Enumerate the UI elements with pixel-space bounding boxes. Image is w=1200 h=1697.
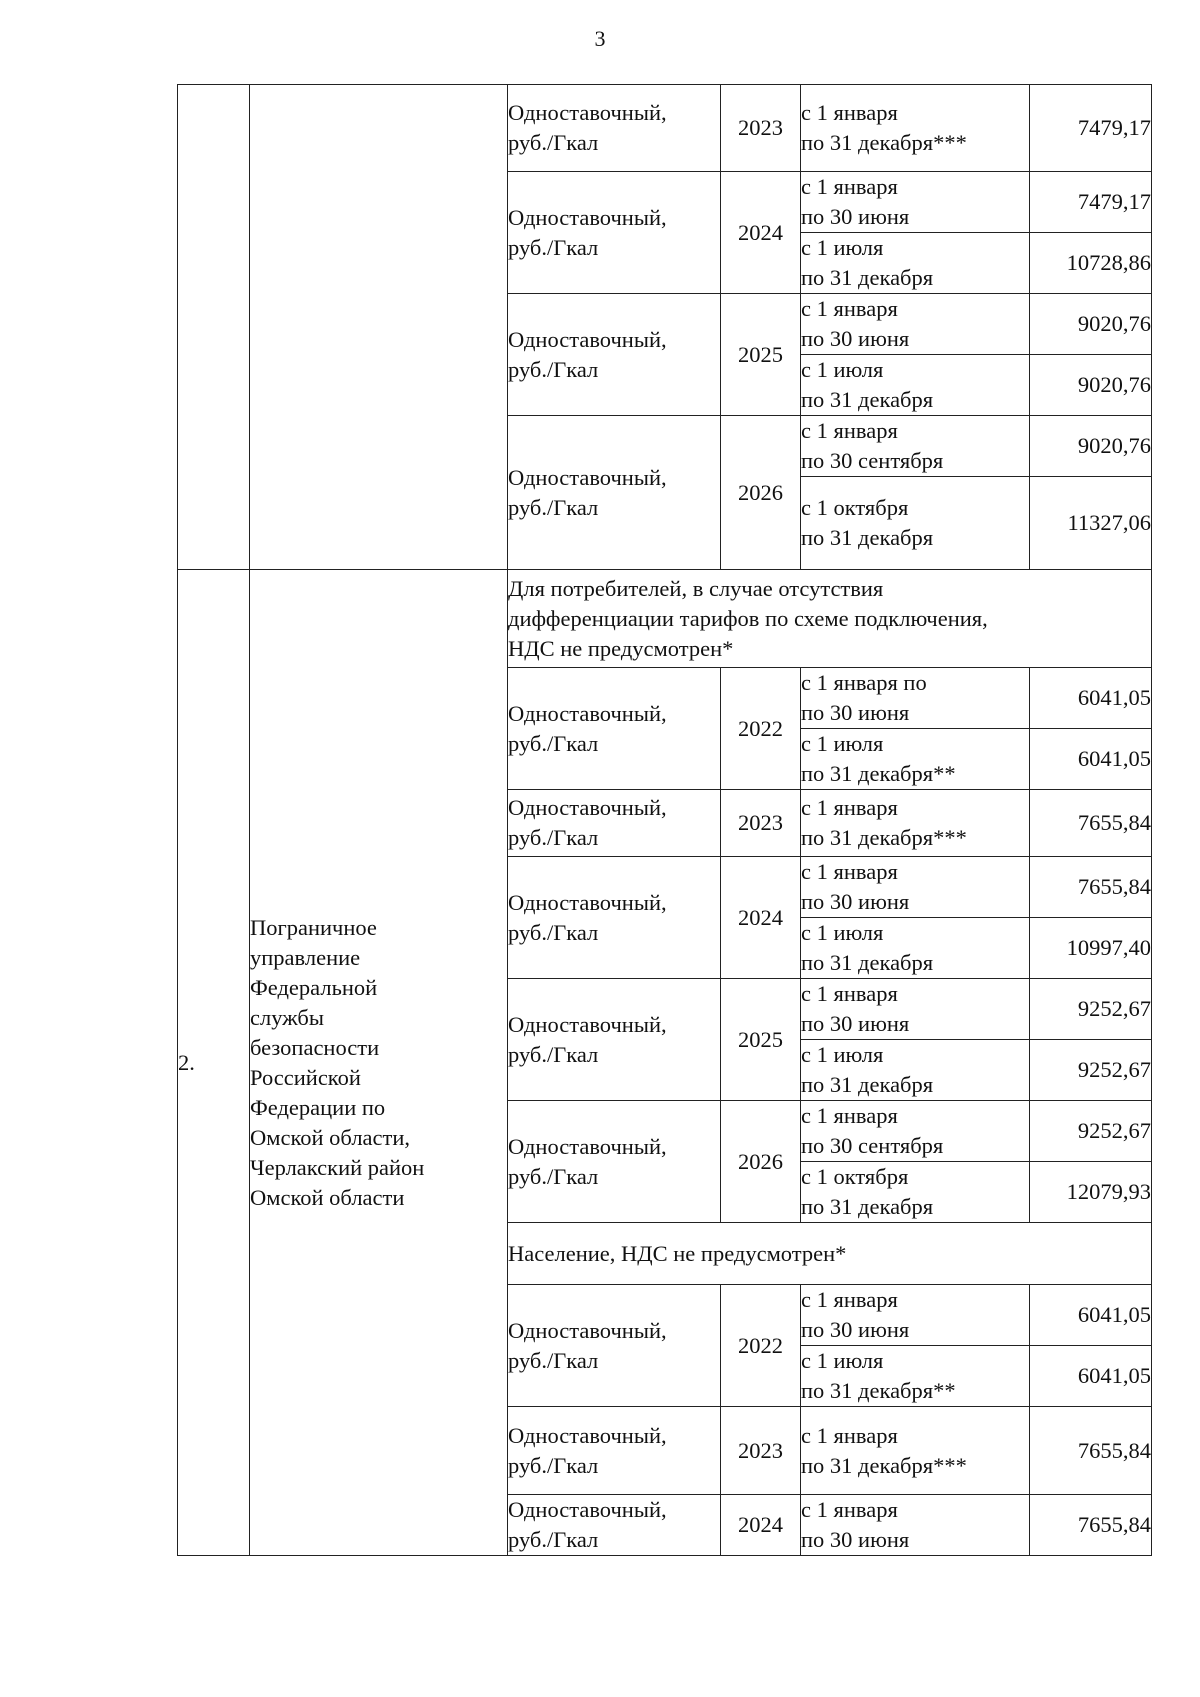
period-cell [801,918,1030,979]
text-line: Российской [250,1064,361,1090]
text-line: руб./Гкал [508,1452,599,1478]
tariff-type-cell [508,979,721,1101]
text-line: Одноставочный, [508,204,667,230]
period-cell [801,729,1030,790]
tariff-value-cell: 9252,67 [1030,1040,1152,1101]
period-cell [801,668,1030,729]
text-line: по 31 декабря [801,265,934,290]
text-line: безопасности [250,1034,380,1060]
text-line: с 1 января [801,174,898,199]
year-cell: 2024 [721,1495,801,1556]
period-cell [801,1285,1030,1346]
period-cell [801,1346,1030,1407]
text-line: по 31 декабря*** [801,825,967,850]
text-line: по 30 июня [801,204,910,229]
text-line: по 31 декабря** [801,1378,956,1403]
tariff-type-cell [508,668,721,790]
text-line: с 1 января [801,1103,898,1128]
year-cell: 2023 [721,790,801,857]
period-cell [801,416,1030,477]
tariff-value-cell: 9020,76 [1030,416,1152,477]
text-line: по 30 июня [801,700,910,725]
year-cell: 2025 [721,294,801,416]
text-line: Одноставочный, [508,1422,667,1448]
text-line: с 1 октября [801,495,909,520]
period-cell [801,857,1030,918]
period-cell [801,790,1030,857]
tariff-value-cell: 7655,84 [1030,1407,1152,1495]
text-line: Одноставочный, [508,326,667,352]
tariff-type-cell [508,1407,721,1495]
tariff-value-cell: 9252,67 [1030,1101,1152,1162]
period-cell [801,1162,1030,1223]
text-line: по 30 сентября [801,1133,944,1158]
text-line: руб./Гкал [508,130,599,155]
text-line: дифференциации тарифов по схеме подключения, [508,605,988,631]
tariff-value-cell: 7479,17 [1030,85,1152,172]
tariff-type-cell [508,857,721,979]
period-cell [801,1101,1030,1162]
tariff-value-cell: 7655,84 [1030,857,1152,918]
text-line: руб./Гкал [508,234,599,260]
section-heading-cell [508,1223,1152,1285]
period-cell [801,1495,1030,1556]
period-cell [801,294,1030,355]
text-line: руб./Гкал [508,730,599,756]
text-line: с 1 января [801,296,898,321]
tariff-type-cell [508,790,721,857]
tariff-type-cell [508,1285,721,1407]
text-line: Одноставочный, [508,464,667,490]
text-line: с 1 июля [801,920,884,945]
year-cell: 2023 [721,1407,801,1495]
text-line: с 1 января [801,1422,898,1448]
text-line: с 1 января [801,859,898,884]
text-line: по 30 июня [801,1011,910,1036]
section-heading-row [178,570,1152,668]
text-line: с 1 января [801,100,898,125]
text-line: по 30 июня [801,1317,910,1342]
text-line: с 1 января [801,418,898,443]
text-line: Федеральной [250,974,378,1000]
text-line: руб./Гкал [508,1041,599,1067]
text-line: с 1 января [801,981,898,1006]
text-line: по 31 декабря [801,1072,934,1097]
table-row [178,85,1152,172]
year-cell: 2025 [721,979,801,1101]
period-cell [801,233,1030,294]
text-line: по 31 декабря*** [801,130,967,155]
tariff-value-cell: 6041,05 [1030,729,1152,790]
year-cell: 2022 [721,668,801,790]
text-line: по 31 декабря [801,950,934,975]
tariff-value-cell: 6041,05 [1030,668,1152,729]
text-line: руб./Гкал [508,1527,599,1552]
tariff-value-cell: 6041,05 [1030,1285,1152,1346]
section-heading-cell [508,570,1152,668]
text-line: Одноставочный, [508,1011,667,1037]
text-line: с 1 января [801,795,898,820]
text-line: руб./Гкал [508,1163,599,1189]
text-line: по 31 декабря [801,525,934,550]
tariff-value-cell: 11327,06 [1030,477,1152,570]
organization-cell [250,85,508,570]
tariff-value-cell: 7655,84 [1030,790,1152,857]
tariff-value-cell: 9252,67 [1030,979,1152,1040]
text-line: Население, НДС не предусмотрен* [508,1240,847,1266]
text-line: Одноставочный, [508,795,667,820]
period-cell [801,1407,1030,1495]
organization-cell [250,570,508,1556]
text-line: по 31 декабря [801,387,934,412]
row-number-cell [178,85,250,570]
text-line: Омской области [250,1184,405,1210]
text-line: руб./Гкал [508,825,599,850]
text-line: с 1 января [801,1497,898,1522]
text-line: Пограничное [250,914,377,940]
text-line: руб./Гкал [508,1347,599,1373]
text-line: службы [250,1004,324,1030]
tariff-value-cell: 10997,40 [1030,918,1152,979]
tariff-type-cell [508,1495,721,1556]
text-line: Одноставочный, [508,889,667,915]
page-number: 3 [594,26,606,51]
text-line: по 30 июня [801,326,910,351]
text-line: Одноставочный, [508,100,667,125]
tariff-value-cell: 6041,05 [1030,1346,1152,1407]
period-cell [801,979,1030,1040]
text-line: с 1 июля [801,731,884,756]
text-line: Одноставочный, [508,700,667,726]
text-line: руб./Гкал [508,356,599,382]
text-line: по 31 декабря*** [801,1452,967,1478]
text-line: с 1 июля [801,1348,884,1373]
text-line: с 1 января [801,1287,898,1312]
tariff-table-body [178,85,1152,1556]
year-cell: 2026 [721,1101,801,1223]
period-cell [801,477,1030,570]
tariff-type-cell [508,1101,721,1223]
year-cell: 2026 [721,416,801,570]
year-cell: 2023 [721,85,801,172]
text-line: Одноставочный, [508,1497,667,1522]
tariff-value-cell: 7479,17 [1030,172,1152,233]
period-cell [801,355,1030,416]
text-line: с 1 июля [801,357,884,382]
tariff-value-cell: 10728,86 [1030,233,1152,294]
text-line: по 31 декабря** [801,761,956,786]
year-cell: 2024 [721,172,801,294]
text-line: Одноставочный, [508,1133,667,1159]
text-line: Омской области, [250,1124,411,1150]
text-line: по 31 декабря [801,1194,934,1219]
tariff-type-cell [508,294,721,416]
text-line: НДС не предусмотрен* [508,635,734,661]
tariff-value-cell: 7655,84 [1030,1495,1152,1556]
period-cell [801,1040,1030,1101]
text-line: Федерации по [250,1094,386,1120]
text-line: руб./Гкал [508,494,599,520]
tariff-type-cell [508,85,721,172]
text-line: управление [250,944,361,970]
year-cell: 2022 [721,1285,801,1407]
row-number-cell: 2. [178,570,250,1556]
text-line: руб./Гкал [508,919,599,945]
tariff-type-cell [508,172,721,294]
text-line: с 1 января по [801,670,927,695]
text-line: с 1 июля [801,235,884,260]
tariff-table [177,84,1152,1556]
year-cell: 2024 [721,857,801,979]
text-line: Черлакский район [250,1154,425,1180]
tariff-value-cell: 12079,93 [1030,1162,1152,1223]
tariff-value-cell: 9020,76 [1030,294,1152,355]
text-line: по 30 сентября [801,448,944,473]
text-line: Одноставочный, [508,1317,667,1343]
text-line: по 30 июня [801,889,910,914]
tariff-type-cell [508,416,721,570]
text-line: Для потребителей, в случае отсутствия [508,575,884,601]
text-line: с 1 октября [801,1164,909,1189]
period-cell [801,85,1030,172]
tariff-value-cell: 9020,76 [1030,355,1152,416]
text-line: по 30 июня [801,1527,910,1552]
period-cell [801,172,1030,233]
text-line: с 1 июля [801,1042,884,1067]
